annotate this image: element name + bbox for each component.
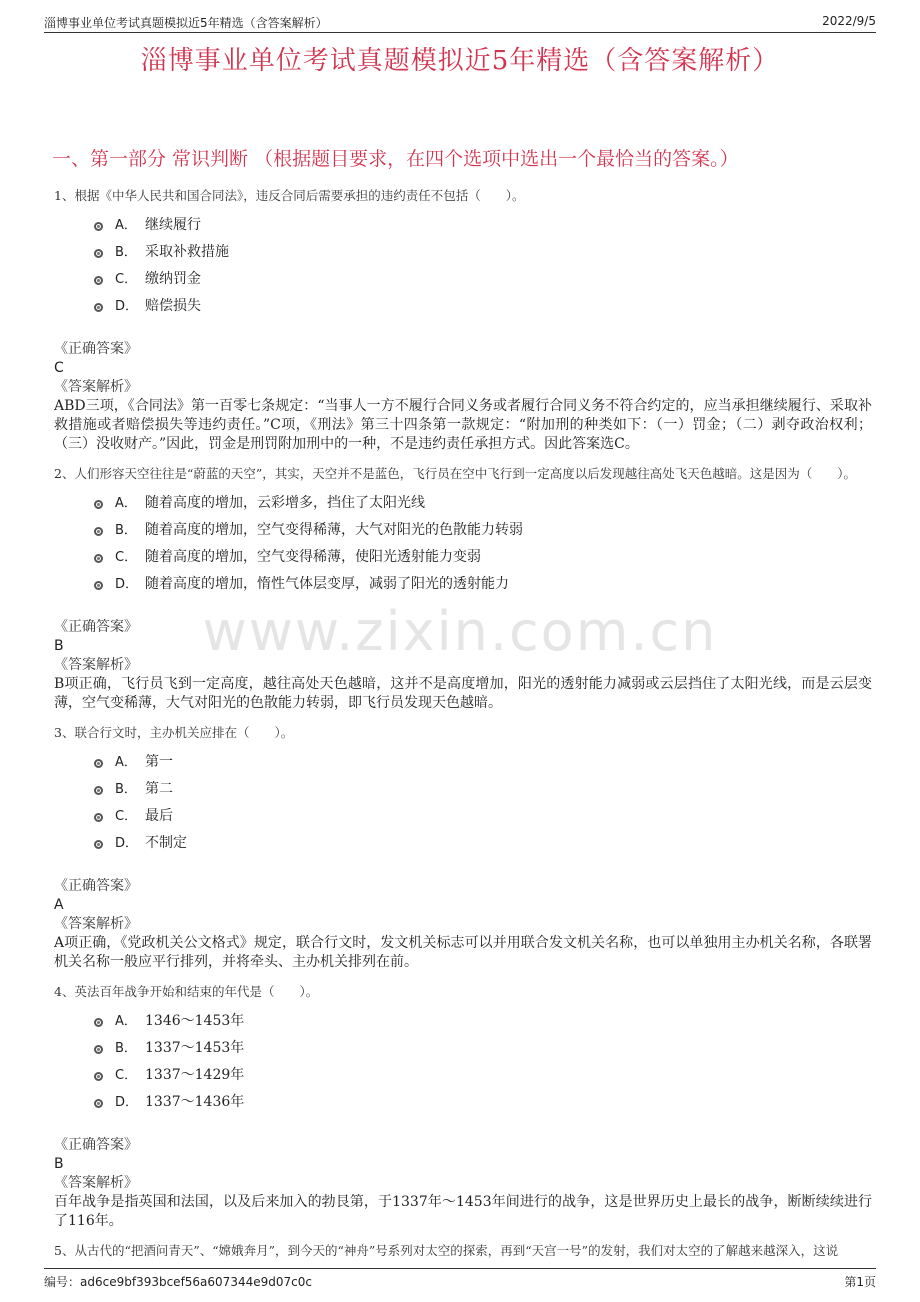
option-text: 第一 [145,753,173,770]
option-a[interactable] [94,488,872,515]
option-letter: C． [115,1068,138,1083]
explanation-text: ABD三项，《合同法》第一百零七条规定：“当事人一方不履行合同义务或者履行合同义务不符合约定的，应当承担继续履行、采取补救措施或者赔偿损失等违约责任。”C项，《刑法》第三十四条第一款规定：“附加刑的种类如下：（一）罚金；（二）剥夺政治权利；（三）没收财产。”因此，罚金是刑罚附加刑中的一种，不是违约责任承担方式。因此答案选C。 [54,398,872,452]
option-text: 不制定 [145,834,187,851]
option-letter: C． [115,809,138,824]
question-1 [54,186,872,454]
watermark: www.zixin.com.cn [202,600,718,663]
answer-label: 《正确答案》 [54,619,138,635]
option-text: 第二 [145,780,173,797]
radio-icon[interactable] [94,840,103,849]
question-stem: 4、英法百年战争开始和结束的年代是（ ）。 [54,984,319,999]
radio-icon[interactable] [94,759,103,768]
option-letter: B． [115,1041,137,1056]
option-letter: D． [115,836,139,851]
page-header [44,12,876,33]
radio-icon[interactable] [94,786,103,795]
option-list [94,1006,872,1114]
answer-label: 《正确答案》 [54,878,138,894]
option-c[interactable] [94,542,872,569]
option-text: 随着高度的增加，惰性气体层变厚，减弱了阳光的透射能力 [145,575,509,592]
option-text: 赔偿损失 [145,297,201,314]
radio-icon[interactable] [94,527,103,536]
answer-label: 《正确答案》 [54,1137,138,1153]
question-3 [54,723,872,972]
option-letter: B． [115,782,137,797]
option-text: 采取补救措施 [145,243,229,260]
explanation-text: B项正确，飞行员飞到一定高度，越往高处天色越暗，这并不是高度增加，阳光的透射能力减弱或云层挡住了太阳光线，而是云层变薄，空气变稀薄，大气对阳光的色散能力转弱，即飞行员发现天色越暗。 [54,676,872,711]
question-list [54,186,872,1261]
option-text: 随着高度的增加，云彩增多，挡住了太阳光线 [145,494,425,511]
option-letter: D． [115,299,139,314]
answer-block [54,618,872,713]
explanation-text: A项正确，《党政机关公文格式》规定，联合行文时，发文机关标志可以并用联合发文机关名称，也可以单独用主办机关名称，各联署机关名称一般应平行排列，并将牵头、主办机关排列在前。 [54,935,872,970]
option-letter: C． [115,272,138,287]
radio-icon[interactable] [94,276,103,285]
radio-icon[interactable] [94,554,103,563]
question-5 [54,1241,872,1261]
option-c[interactable] [94,801,872,828]
question-4 [54,982,872,1231]
option-list [94,210,872,318]
correct-answer: C [54,360,64,376]
question-stem: 5、从古代的“把酒问青天”、“嫦娥奔月”，到今天的“神舟”号系列对太空的探索，再到“天宫一号”的发射，我们对太空的了解越来越深入，这说 [54,1243,839,1258]
radio-icon[interactable] [94,222,103,231]
answer-block [54,877,872,972]
correct-answer: A [54,897,64,913]
option-b[interactable] [94,237,872,264]
correct-answer: B [54,638,64,654]
option-letter: A． [115,1014,137,1029]
question-stem: 2、人们形容天空往往是“蔚蓝的天空”，其实，天空并不是蓝色，飞行员在空中飞行到一定高度以后发现越往高处飞天色越暗。这是因为（ ）。 [54,466,856,481]
radio-icon[interactable] [94,303,103,312]
explanation-label: 《答案解析》 [54,1175,138,1191]
answer-block [54,340,872,454]
option-text: 1337～1453年 [145,1039,245,1056]
document-id: 编号：ad6ce9bf393bcef56a607344e9d07c0c [44,1275,312,1289]
header-doc-title: 淄博事业单位考试真题模拟近5年精选（含答案解析） [44,16,328,30]
option-letter: B． [115,523,137,538]
answer-block [54,1136,872,1231]
option-b[interactable] [94,774,872,801]
option-d[interactable] [94,828,872,855]
option-letter: D． [115,577,139,592]
option-letter: C． [115,550,138,565]
question-stem: 1、根据《中华人民共和国合同法》，违反合同后需要承担的违约责任不包括（ ）。 [54,188,525,203]
option-d[interactable] [94,1087,872,1114]
question-2 [54,464,872,713]
radio-icon[interactable] [94,1045,103,1054]
radio-icon[interactable] [94,581,103,590]
option-letter: A． [115,496,137,511]
question-stem: 3、联合行文时，主办机关应排在（ ）。 [54,725,294,740]
radio-icon[interactable] [94,249,103,258]
option-letter: B． [115,245,137,260]
answer-label: 《正确答案》 [54,341,138,357]
option-c[interactable] [94,1060,872,1087]
option-text: 随着高度的增加，空气变得稀薄，使阳光透射能力变弱 [145,548,481,565]
page-number: 第1页 [844,1275,876,1289]
option-text: 1337～1436年 [145,1093,245,1110]
radio-icon[interactable] [94,1099,103,1108]
option-a[interactable] [94,747,872,774]
option-c[interactable] [94,264,872,291]
option-text: 1337～1429年 [145,1066,245,1083]
option-text: 最后 [145,807,173,824]
option-letter: A． [115,755,137,770]
radio-icon[interactable] [94,1018,103,1027]
option-list [94,488,872,596]
radio-icon[interactable] [94,1072,103,1081]
option-list [94,747,872,855]
explanation-text: 百年战争是指英国和法国，以及后来加入的勃艮第，于1337年～1453年间进行的战争，这是世界历史上最长的战争，断断续续进行了116年。 [54,1194,872,1229]
explanation-label: 《答案解析》 [54,379,138,395]
option-d[interactable] [94,569,872,596]
option-a[interactable] [94,1006,872,1033]
option-text: 随着高度的增加，空气变得稀薄，大气对阳光的色散能力转弱 [145,521,523,538]
option-text: 继续履行 [145,216,201,233]
explanation-label: 《答案解析》 [54,657,138,673]
option-text: 缴纳罚金 [145,270,201,287]
option-b[interactable] [94,515,872,542]
section-heading: 一、第一部分 常识判断 （根据题目要求，在四个选项中选出一个最恰当的答案。） [52,148,739,170]
option-letter: D． [115,1095,139,1110]
option-b[interactable] [94,1033,872,1060]
radio-icon[interactable] [94,813,103,822]
correct-answer: B [54,1156,64,1172]
radio-icon[interactable] [94,500,103,509]
option-text: 1346～1453年 [145,1012,245,1029]
explanation-label: 《答案解析》 [54,916,138,932]
page-title: 淄博事业单位考试真题模拟近5年精选（含答案解析） [140,46,780,76]
header-date: 2022/9/5 [822,14,876,28]
option-a[interactable] [94,210,872,237]
option-letter: A． [115,218,137,233]
page-footer [44,1268,876,1291]
option-d[interactable] [94,291,872,318]
